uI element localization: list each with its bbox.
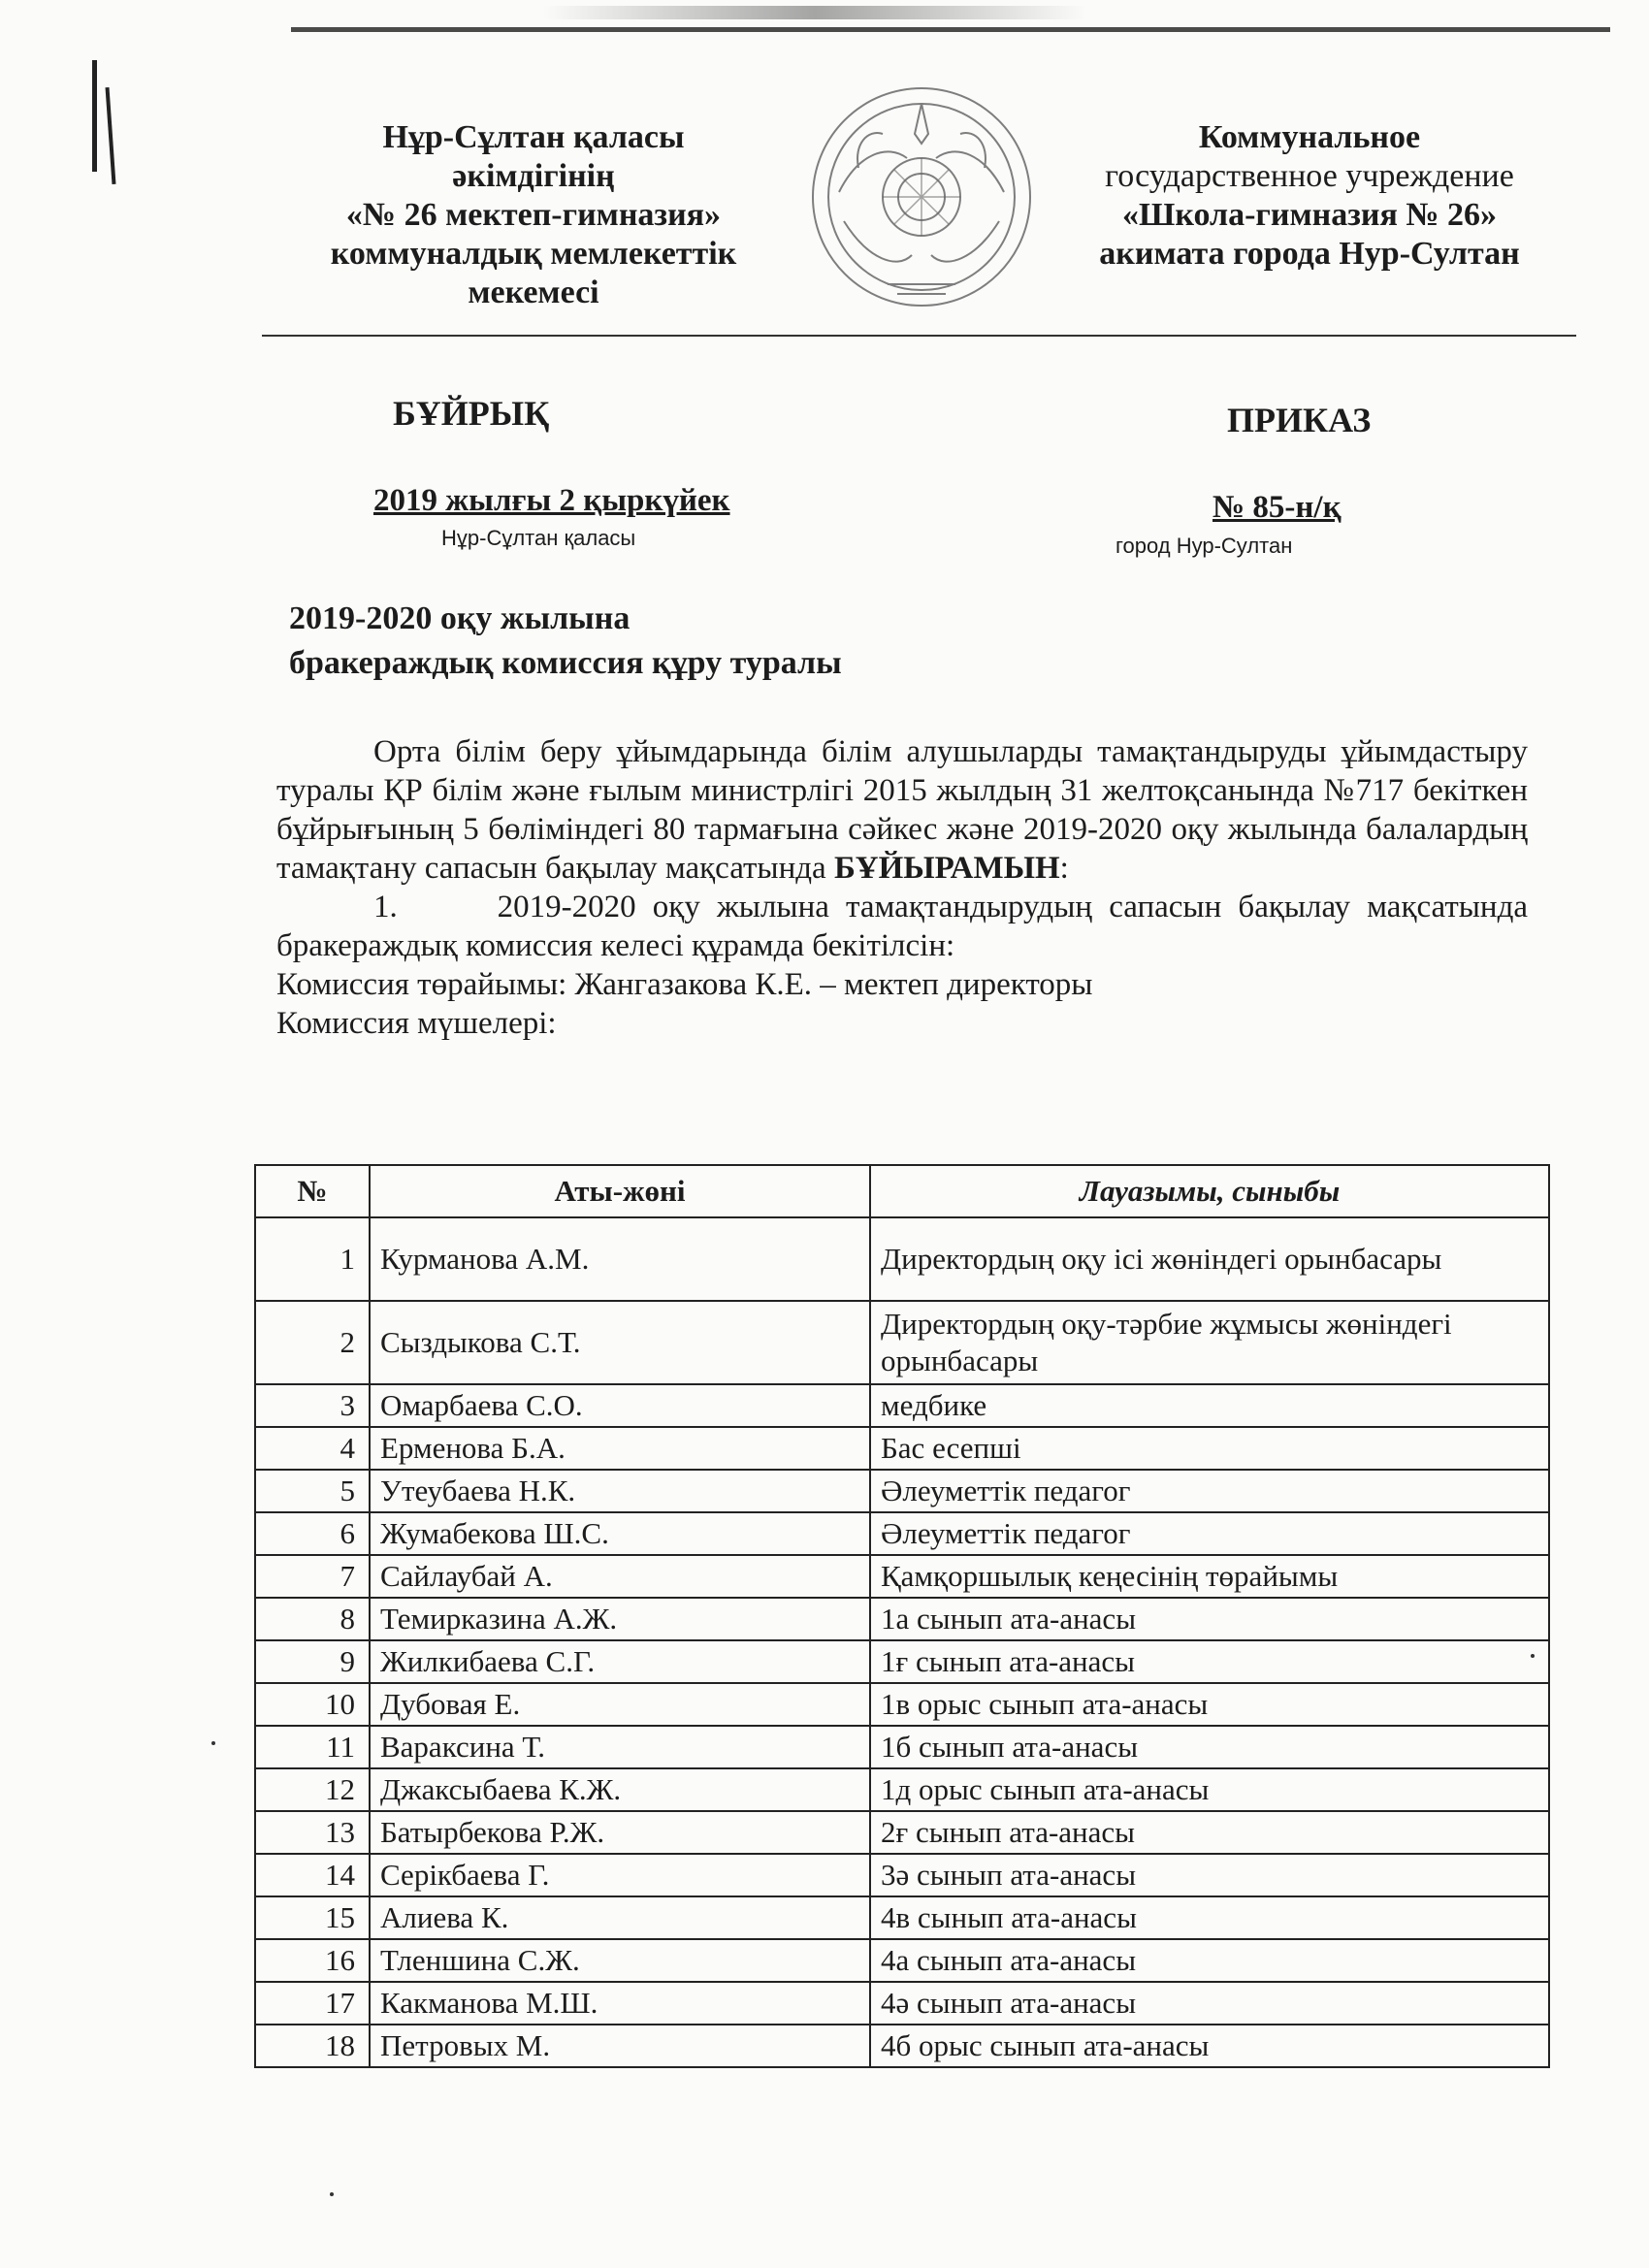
row-number-cell: 6 — [255, 1512, 370, 1555]
row-position-cell: 3ә сынып ата-анасы — [870, 1854, 1549, 1896]
row-name-cell: Сайлаубай А. — [370, 1555, 870, 1598]
scan-speck — [1531, 1654, 1535, 1658]
row-name-cell: Темирказина А.Ж. — [370, 1598, 870, 1640]
row-position-cell: 4ә сынып ата-анасы — [870, 1982, 1549, 2025]
row-number-cell: 15 — [255, 1896, 370, 1939]
row-name-cell: Утеубаева Н.К. — [370, 1470, 870, 1512]
order-number: № 85-н/қ — [1212, 490, 1342, 525]
scan-smudge — [543, 6, 1086, 19]
table-row — [255, 2025, 1549, 2067]
col-name-header: Аты-жөні — [370, 1165, 870, 1217]
row-name-cell: Курманова А.М. — [370, 1217, 870, 1301]
row-number-cell: 8 — [255, 1598, 370, 1640]
row-name-cell: Ерменова Б.А. — [370, 1427, 870, 1470]
row-position-cell: 4а сынып ата-анасы — [870, 1939, 1549, 1982]
table-header-row — [255, 1165, 1549, 1217]
doc-type-ru: ПРИКАЗ — [1227, 401, 1372, 439]
row-number-cell: 14 — [255, 1854, 370, 1896]
header-ru — [1028, 118, 1591, 274]
row-number-cell: 7 — [255, 1555, 370, 1598]
row-name-cell: Батырбекова Р.Ж. — [370, 1811, 870, 1854]
table-row — [255, 1768, 1549, 1811]
row-position-cell: Қамқоршылық кеңесінің төрайымы — [870, 1555, 1549, 1598]
row-position-cell: 1а сынып ата-анасы — [870, 1598, 1549, 1640]
row-name-cell: Жумабекова Ш.С. — [370, 1512, 870, 1555]
preamble-paragraph — [276, 732, 1528, 888]
table-row — [255, 1982, 1549, 2025]
header-ru-line: государственное учреждение — [1105, 158, 1514, 194]
table-body — [255, 1217, 1549, 2067]
table-row — [255, 1427, 1549, 1470]
table-row — [255, 1811, 1549, 1854]
members-table — [254, 1164, 1550, 2068]
row-name-cell: Дубовая Е. — [370, 1683, 870, 1726]
row-position-cell: 2ғ сынып ата-анасы — [870, 1811, 1549, 1854]
scan-left-mark — [106, 87, 116, 184]
table-row — [255, 1217, 1549, 1301]
table-row — [255, 1683, 1549, 1726]
table-row — [255, 1384, 1549, 1427]
table-row — [255, 1512, 1549, 1555]
row-position-cell: Әлеуметтік педагог — [870, 1512, 1549, 1555]
header-divider — [262, 335, 1576, 337]
row-name-cell: Тленшина С.Ж. — [370, 1939, 870, 1982]
row-position-cell: 4в сынып ата-анасы — [870, 1896, 1549, 1939]
table-row — [255, 1726, 1549, 1768]
table-row — [255, 1854, 1549, 1896]
header-ru-line: «Школа-гимназия № 26» — [1121, 197, 1498, 233]
row-position-cell: 4б орыс сынып ата-анасы — [870, 2025, 1549, 2067]
header-ru-line: Коммунальное — [1198, 119, 1421, 155]
state-emblem-icon — [800, 76, 1043, 318]
header-kz-line: коммуналдық мемлекеттік — [330, 236, 737, 272]
scan-speck — [330, 2192, 334, 2196]
row-number-cell: 12 — [255, 1768, 370, 1811]
row-number-cell: 10 — [255, 1683, 370, 1726]
row-number-cell: 9 — [255, 1640, 370, 1683]
col-number-header: № — [255, 1165, 370, 1217]
row-number-cell: 1 — [255, 1217, 370, 1301]
doc-type-kz: БҰЙРЫҚ — [393, 394, 550, 433]
row-name-cell: Джаксыбаева К.Ж. — [370, 1768, 870, 1811]
row-number-cell: 13 — [255, 1811, 370, 1854]
preamble-text: Орта білім беру ұйымдарында білім алушыларды тамақтандыруды ұйымдастыру туралы ҚР білім және ғылым министрлігі 2015 жылдың 31 желтоқсанында №717 бекіткен бұйрығының 5 бөліміндегі 80 тармағына сәйкес және 2019-2020 оқу жылында балалардың тамақтану сапасын бақылау мақсатында — [276, 734, 1528, 886]
row-number-cell: 16 — [255, 1939, 370, 1982]
row-number-cell: 3 — [255, 1384, 370, 1427]
members-label: Комиссия мүшелері: — [276, 1006, 557, 1041]
table-row — [255, 1301, 1549, 1384]
table-row — [255, 1939, 1549, 1982]
table-row — [255, 1640, 1549, 1683]
row-position-cell: Директордың оқу-тәрбие жұмысы жөніндегі орынбасары — [870, 1301, 1549, 1384]
row-number-cell: 11 — [255, 1726, 370, 1768]
order-subject — [289, 597, 842, 686]
row-number-cell: 2 — [255, 1301, 370, 1384]
scan-left-mark — [92, 60, 97, 172]
order-word: БҰЙЫРАМЫН — [833, 851, 1060, 886]
row-name-cell: Алиева К. — [370, 1896, 870, 1939]
row-number-cell: 4 — [255, 1427, 370, 1470]
header-ru-line: акимата города Нур-Султан — [1099, 236, 1520, 272]
row-number-cell: 18 — [255, 2025, 370, 2067]
row-position-cell: 1д орыс сынып ата-анасы — [870, 1768, 1549, 1811]
header-kz-line: мекемесі — [468, 275, 599, 310]
row-position-cell: Директордың оқу ісі жөніндегі орынбасары — [870, 1217, 1549, 1301]
header-kz — [262, 118, 805, 312]
row-name-cell: Какманова М.Ш. — [370, 1982, 870, 2025]
table-row — [255, 1896, 1549, 1939]
row-number-cell: 17 — [255, 1982, 370, 2025]
order-date: 2019 жылғы 2 қыркүйек — [373, 483, 730, 518]
item-1-text: 2019-2020 оқу жылына тамақтандырудың сапасын бақылау мақсатында бракераждық комиссия келесі құрамда бекітілсін: — [276, 890, 1529, 963]
header-kz-line: Нұр-Сұлтан қаласы — [382, 119, 685, 155]
item-1 — [276, 888, 1528, 965]
row-position-cell: Бас есепші — [870, 1427, 1549, 1470]
scan-top-border — [291, 27, 1610, 32]
table-row — [255, 1555, 1549, 1598]
scan-speck — [211, 1741, 215, 1745]
header-kz-line: әкімдігінің — [452, 158, 615, 194]
item-1-number: 1. — [373, 890, 398, 924]
col-position-header: Лауазымы, сыныбы — [870, 1165, 1549, 1217]
subject-line: бракераждық комиссия құру туралы — [289, 645, 842, 681]
city-ru: город Нур-Султан — [1116, 534, 1293, 558]
row-number-cell: 5 — [255, 1470, 370, 1512]
row-position-cell: 1ғ сынып ата-анасы — [870, 1640, 1549, 1683]
row-name-cell: Петровых М. — [370, 2025, 870, 2067]
row-position-cell: медбике — [870, 1384, 1549, 1427]
row-position-cell: 1б сынып ата-анасы — [870, 1726, 1549, 1768]
order-word-colon: : — [1059, 851, 1069, 886]
row-position-cell: 1в орыс сынып ата-анасы — [870, 1683, 1549, 1726]
row-name-cell: Серікбаева Г. — [370, 1854, 870, 1896]
commission-chair: Комиссия төрайымы: Жангазакова К.Е. – мектеп директоры — [276, 967, 1093, 1002]
subject-line: 2019-2020 оқу жылына — [289, 600, 630, 636]
row-position-cell: Әлеуметтік педагог — [870, 1470, 1549, 1512]
row-name-cell: Вараксина Т. — [370, 1726, 870, 1768]
row-name-cell: Сыздыкова С.Т. — [370, 1301, 870, 1384]
row-name-cell: Омарбаева С.О. — [370, 1384, 870, 1427]
row-name-cell: Жилкибаева С.Г. — [370, 1640, 870, 1683]
header-kz-line: «№ 26 мектеп-гимназия» — [345, 197, 722, 233]
table-row — [255, 1470, 1549, 1512]
order-body — [276, 732, 1528, 1043]
city-kz: Нұр-Сұлтан қаласы — [441, 526, 636, 550]
table-row — [255, 1598, 1549, 1640]
